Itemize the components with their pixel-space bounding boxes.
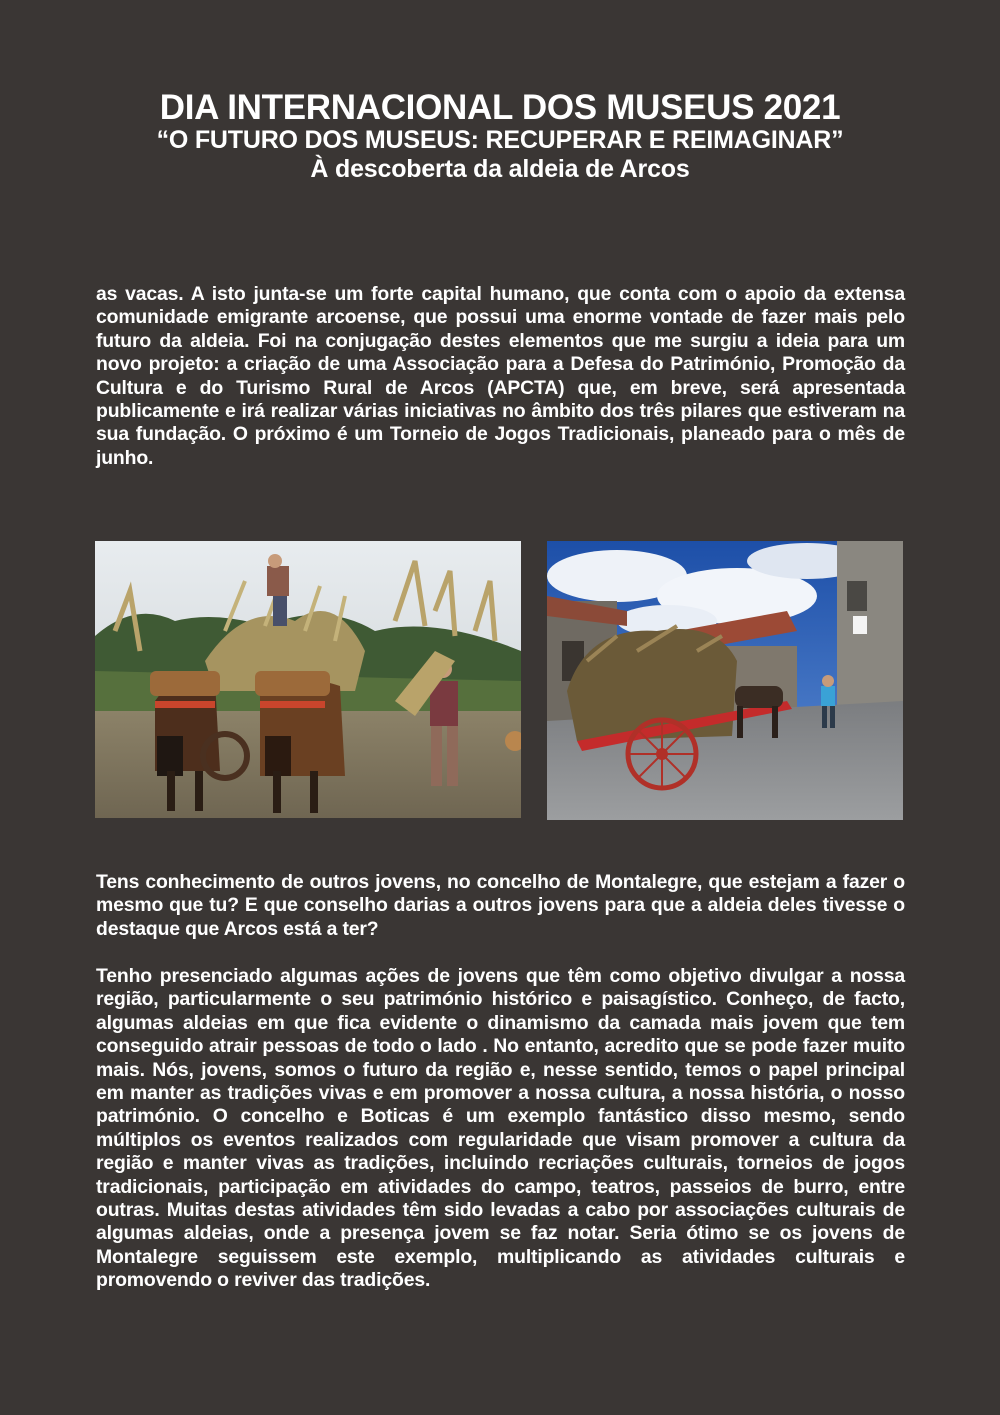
page-subtitle: “O FUTURO DOS MUSEUS: RECUPERAR E REIMAGINAR” bbox=[156, 126, 844, 154]
photo-oxen-cart-harvest bbox=[95, 541, 521, 818]
photo-oxen-illustration bbox=[95, 541, 521, 818]
page-header bbox=[0, 90, 1000, 184]
page-title: DIA INTERNACIONAL DOS MUSEUS 2021 bbox=[159, 88, 841, 127]
photo-village-illustration bbox=[547, 541, 903, 820]
photo-village-street-cart bbox=[547, 541, 903, 820]
article-paragraph-1: as vacas. A isto junta-se um forte capital humano, que conta com o apoio da extensa comunidade emigrante arcoense, que possui uma enorme vontade de fazer mais pelo futuro da aldeia. Foi na conjugação destes elementos que me surgiu a ideia para um novo projeto: a criação de uma Associação para a Defesa do Património, Promoção da Cultura e do Turismo Rural de Arcos (APCTA) que, em breve, será apresentada publicamente e irá realizar várias iniciativas no âmbito dos três pilares que estiveram na sua fundação. O próximo é um Torneio de Jogos Tradicionais, planeado para o mês de junho. bbox=[96, 283, 905, 469]
interview-question: Tens conhecimento de outros jovens, no concelho de Montalegre, que estejam a fazer o mesmo que tu? E que conselho darias a outros jovens para que a aldeia deles tivesse o destaque que Arcos está a ter? bbox=[96, 871, 905, 940]
article-paragraph-2: Tenho presenciado algumas ações de jovens que têm como objetivo divulgar a nossa região, particularmente o seu património histórico e paisagístico. Conheço, de facto, algumas aldeias em que fica evidente o dinamismo da camada mais jovem que tem conseguido atrair pessoas de todo o lado . No entanto, acredito que se pode fazer muito mais. Nós, jovens, somos o futuro da região e, nesse sentido, temos o papel principal em manter as tradições vivas e em promover a nossa cultura, a nossa história, o nosso património. O concelho e Boticas é um exemplo fantástico disso mesmo, sendo múltiplos os eventos realizados com regularidade que visam promover a cultura da região e manter vivas as tradições, incluindo recriações culturais, torneios de jogos tradicionais, participação em atividades do campo, teatros, passeios de burro, entre outras. Muitas destas atividades têm sido levadas a cabo por associações culturais de algumas aldeias, onde a presença jovem se faz notar. Seria ótimo se os jovens de Montalegre seguissem este exemplo, multiplicando as atividades culturais e promovendo o reviver das tradições. bbox=[96, 965, 905, 1292]
section-title: À descoberta da aldeia de Arcos bbox=[310, 155, 690, 183]
